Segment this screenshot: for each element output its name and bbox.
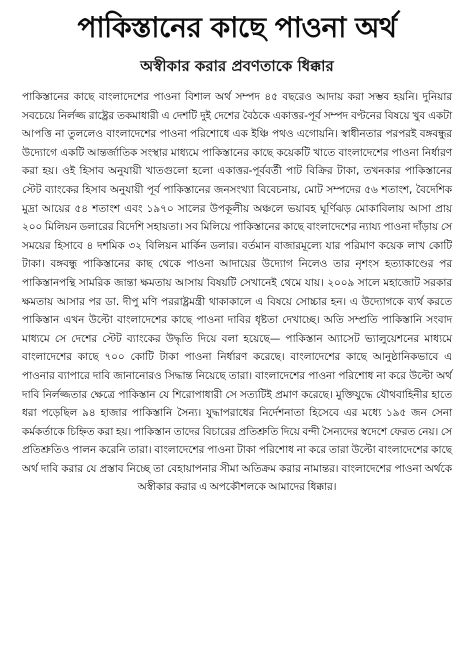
article-subheadline: অস্বীকার করার প্রবণতাকে ধিক্কার	[140, 57, 334, 75]
article-body: পাকিস্তানের কাছে বাংলাদেশের পাওনা বিশাল অর্থ সম্পদ ৪৫ বছরেও আদায় করা সম্ভব হয়নি। দুনিয়ার সবচেয়ে নির্লজ্জ রাষ্ট্রের তকমাধারী এ দেশটি দুই দেশের বৈঠকে একাত্তর-পূর্ব সম্পদ বণ্টনের বিষয়ে খুব একটা আপত্তি না তুললেও বাংলাদেশের পাওনা পরিশোধে এক ইঞ্চি পথও এগোয়নি। স্বাধীনতার পরপরই বঙ্গবন্ধুর উদ্যোগে একটি আন্তর্জাতিক সংস্থার মাধ্যমে পাকিস্তানের কাছে কয়েকটি খাতে বাংলাদেশের পাওনা নির্ধারণ করা হয়। ওই হিসাব অনুযায়ী খাতগুলো হলো একাত্তর-পূর্ববর্তী পাট বিক্রির টাকা, তখনকার পাকিস্তানের স্টেট ব্যাংকের হিসাব অনুযায়ী পূর্ব পাকিস্তানের জনসংখ্যা বিবেচনায়, মোট সম্পদের ৫৬ শতাংশ, বৈদেশিক মুদ্রা আয়ের ৫৪ শতাংশ এবং ১৯৭০ সালের উপকূলীয় অঞ্চলে ভয়াবহ ঘূর্ণিঝড় মোকাবিলায় আসা প্রায় ২০০ মিলিয়ন ডলারের বিদেশি সহায়তা। সব মিলিয়ে পাকিস্তানের কাছে বাংলাদেশের ন্যায্য পাওনা দাঁড়ায় সে সময়ের হিসাবে ৪ দশমিক ৩২ বিলিয়ন মার্কিন ডলার। বর্তমান বাজারমূল্যে যার পরিমাণ কয়েক লাখ কোটি টাকা। বঙ্গবন্ধু পাকিস্তানের কাছ থেকে পাওনা আদায়ের উদ্যোগ নিলেও তার নৃশংস হত্যাকাণ্ডের পর পাকিস্তানপন্থি সামরিক জান্তা ক্ষমতায় আসায় বিষয়টি সেখানেই থেমে যায়। ২০০৯ সালে মহাজোট সরকার ক্ষমতায় আসার পর ডা. দীপু মণি পররাষ্ট্রমন্ত্রী থাকাকালে এ বিষয়ে সোচ্চার হন। এ উদ্যোগকে ব্যর্থ করতে পাকিস্তান এখন উল্টো বাংলাদেশের কাছে পাওনা দাবির ধৃষ্টতা দেখাচ্ছে। অতি সম্প্রতি পাকিস্তানি সংবাদ মাধ্যমে সে দেশের স্টেট ব্যাংকের উদ্ধৃতি দিয়ে বলা হয়েছে— পাকিস্তান অ্যাসেট ভ্যালুয়েশনের মাধ্যমে বাংলাদেশের কাছে ৭০০ কোটি টাকা পাওনা নির্ধারণ করেছে। বাংলাদেশের কাছে আনুষ্ঠানিকভাবে এ পাওনার ব্যাপারে দাবি জানানোরও সিদ্ধান্ত নিয়েছে তারা। বাংলাদেশের পাওনা পরিশোধ না করে উল্টো অর্থ দাবি নির্লজ্জতার ক্ষেত্রে পাকিস্তান যে শিরোপাধারী সে সত্যটিই প্রমাণ করেছে। মুক্তিযুদ্ধে যৌথবাহিনীর হাতে ধরা পড়েছিল ৯৪ হাজার পাকিস্তানি সৈন্য। যুদ্ধাপরাধের নির্দেশনাতা হিসেবে এর মধ্যে ১৯৫ জন সেনা কর্মকর্তাকে চিহ্নিত করা হয়। পাকিস্তান তাদের বিচারের প্রতিশ্রুতি দিয়ে বন্দী সৈন্যদের স্বদেশে ফেরত নেয়। সে প্রতিশ্রুতিও পালন করেনি তারা। বাংলাদেশের পাওনা টাকা পরিশোধ না করে তারা উল্টো বাংলাদেশের কাছে অর্থ দাবি করার যে প্রস্তাব নিচ্ছে তা বেহায়াপনার সীমা অতিক্রম করার নামান্তর। বাংলাদেশের পাওনা অর্থকে অস্বীকার করার এ অপকৌশলকে আমাদের ধিক্কার।	[22, 91, 452, 494]
article-headline: পাকিস্তানের কাছে পাওনা অর্থ	[77, 11, 397, 44]
